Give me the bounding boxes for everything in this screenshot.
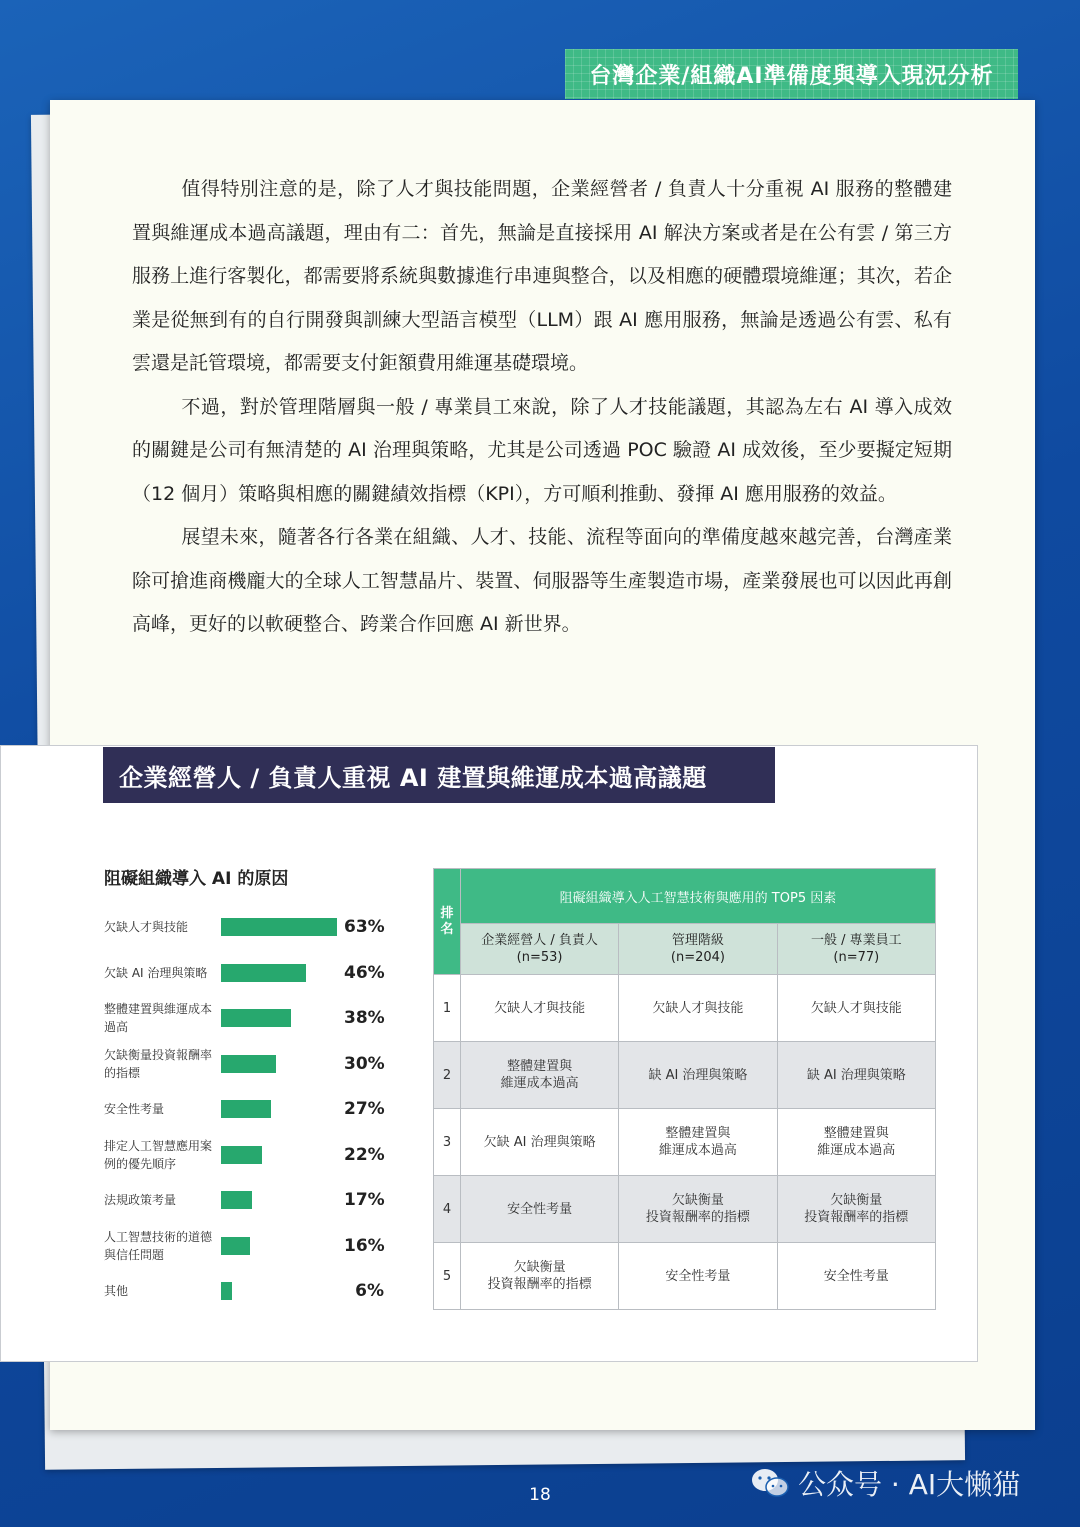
table-row bbox=[434, 1176, 936, 1243]
bar-label: 欠缺衡量投資報酬率的指標 bbox=[104, 1047, 213, 1080]
column-header-name: 企業經營人 / 負責人 bbox=[481, 933, 598, 948]
bar-row bbox=[0, 1089, 420, 1129]
top5-table bbox=[433, 868, 936, 1310]
table-cell: 安全性考量 bbox=[777, 1243, 935, 1310]
wechat-icon bbox=[750, 1467, 790, 1499]
bar-value-label: 46% bbox=[344, 962, 385, 983]
bar-row bbox=[0, 1044, 420, 1084]
table-row bbox=[434, 1042, 936, 1109]
table-cell: 整體建置與 維運成本過高 bbox=[777, 1109, 935, 1176]
table-cell: 欠缺人才與技能 bbox=[460, 975, 618, 1042]
bar-label: 欠缺 AI 治理與策略 bbox=[104, 965, 208, 980]
table-cell: 欠缺衡量 投資報酬率的指標 bbox=[619, 1176, 777, 1243]
bar-value-label: 22% bbox=[344, 1144, 385, 1165]
bar-label: 欠缺人才與技能 bbox=[104, 920, 189, 934]
bar-value-label: 27% bbox=[344, 1099, 385, 1119]
bar bbox=[221, 1146, 262, 1164]
rank-cell: 5 bbox=[434, 1243, 461, 1310]
column-header bbox=[777, 924, 935, 975]
rank-cell: 4 bbox=[434, 1176, 461, 1243]
bar-value-label: 63% bbox=[344, 917, 385, 937]
paragraph-1: 值得特別注意的是，除了人才與技能問題，企業經營者 / 負責人十分重視 AI 服務的整體建置與維運成本過高議題，理由有二：首先，無論是直接採用 AI 解決方案或者是在公有雲 / 第三方服務上進行客製化，都需要將系統與數據進行串連與整合，以及相應的硬體環境維運；其次，若企業是從無到有的自行開發與訓練大型語言模型（LLM）跟 AI 應用服務，無論是透過公有雲、私有雲還是託管環境，都需要支付鉅額費用維運基礎環境。 bbox=[132, 178, 952, 374]
bar-value-label: 38% bbox=[344, 1008, 385, 1028]
bar bbox=[221, 1282, 232, 1300]
bar-row bbox=[0, 1180, 420, 1220]
bar-row bbox=[0, 1135, 420, 1175]
bar-label: 安全性考量 bbox=[104, 1102, 165, 1116]
table-cell: 欠缺衡量 投資報酬率的指標 bbox=[460, 1243, 618, 1310]
bar bbox=[221, 1055, 276, 1073]
bar-label: 其他 bbox=[104, 1284, 129, 1298]
paragraph-3: 展望未來，隨著各行各業在組織、人才、技能、流程等面向的準備度越來越完善，台灣產業除可搶進商機龐大的全球人工智慧晶片、裝置、伺服器等生產製造市場，產業發展也可以因此再創高峰，更好的以軟硬整合、跨業合作回應 AI 新世界。 bbox=[132, 526, 952, 635]
bar bbox=[221, 1237, 250, 1255]
section-header-tag bbox=[565, 49, 1018, 99]
bar-value-label: 30% bbox=[344, 1053, 385, 1074]
column-header-n: (n=77) bbox=[833, 950, 880, 965]
bar-value-label: 16% bbox=[344, 1235, 385, 1256]
table-cell: 欠缺 AI 治理與策略 bbox=[460, 1109, 618, 1176]
table-cell: 欠缺衡量 投資報酬率的指標 bbox=[777, 1176, 935, 1243]
bar-value-label: 17% bbox=[344, 1190, 385, 1210]
body-text bbox=[132, 168, 952, 647]
table-row bbox=[434, 975, 936, 1042]
bar-label: 整體建置與維運成本過高 bbox=[104, 1002, 213, 1034]
bar-label: 排定人工智慧應用案例的優先順序 bbox=[104, 1138, 213, 1171]
table-cell: 整體建置與 維運成本過高 bbox=[619, 1109, 777, 1176]
bar-row bbox=[0, 1226, 420, 1266]
table-row bbox=[434, 1243, 936, 1310]
figure-title bbox=[103, 747, 775, 803]
table-cell: 欠缺人才與技能 bbox=[777, 975, 935, 1042]
bar-value-label: 6% bbox=[355, 1281, 384, 1301]
table-cell: 安全性考量 bbox=[460, 1176, 618, 1243]
column-header bbox=[619, 924, 777, 975]
bar bbox=[221, 1100, 271, 1118]
column-header-name: 管理階級 bbox=[671, 933, 724, 948]
table-cell: 欠缺人才與技能 bbox=[619, 975, 777, 1042]
bar bbox=[221, 918, 337, 936]
bar bbox=[221, 1191, 252, 1209]
bar-row bbox=[0, 998, 420, 1038]
chart-title: 阻礙組織導入 AI 的原因 bbox=[104, 869, 289, 889]
column-header-name: 一般 / 專業員工 bbox=[810, 933, 902, 948]
page-number: 18 bbox=[529, 1485, 551, 1505]
bar bbox=[221, 1009, 291, 1027]
column-header-n: (n=204) bbox=[670, 950, 725, 965]
table-cell: 安全性考量 bbox=[619, 1243, 777, 1310]
watermark bbox=[750, 1463, 1020, 1503]
rank-cell: 3 bbox=[434, 1109, 461, 1176]
paragraph-2: 不過，對於管理階層與一般 / 專業員工來說，除了人才技能議題，其認為左右 AI 導入成效的關鍵是公司有無清楚的 AI 治理與策略，尤其是公司透過 POC 驗證 AI 成效後，至少要擬定短期（12 個月）策略與相應的關鍵績效指標（KPI），方可順利推動、發揮 AI 應用服務的效益。 bbox=[132, 395, 952, 505]
column-header bbox=[460, 924, 618, 975]
rank-cell: 1 bbox=[434, 975, 461, 1042]
figure-title-text: 企業經營人 / 負責人重視 AI 建置與維運成本過高議題 bbox=[119, 763, 707, 792]
column-header-n: (n=53) bbox=[516, 950, 563, 965]
table-cell: 缺 AI 治理與策略 bbox=[777, 1042, 935, 1109]
table-row bbox=[434, 1109, 936, 1176]
table-cell: 缺 AI 治理與策略 bbox=[619, 1042, 777, 1109]
table-cell: 整體建置與 維運成本過高 bbox=[460, 1042, 618, 1109]
table-title: 阻礙組織導入人工智慧技術與應用的 TOP5 因素 bbox=[460, 869, 935, 924]
bar-row bbox=[0, 1271, 420, 1311]
bar-label: 法規政策考量 bbox=[104, 1193, 177, 1207]
rank-header: 排名 bbox=[434, 869, 461, 975]
section-header-title: 台灣企業/組織AI準備度與導入現況分析 bbox=[589, 63, 994, 89]
rank-cell: 2 bbox=[434, 1042, 461, 1109]
bar bbox=[221, 964, 306, 982]
bar-label: 人工智慧技術的道德與信任問題 bbox=[104, 1229, 213, 1262]
watermark-text: 公众号 · AI大懒猫 bbox=[798, 1468, 1021, 1501]
bar-row bbox=[0, 953, 420, 993]
bar-row bbox=[0, 907, 420, 947]
